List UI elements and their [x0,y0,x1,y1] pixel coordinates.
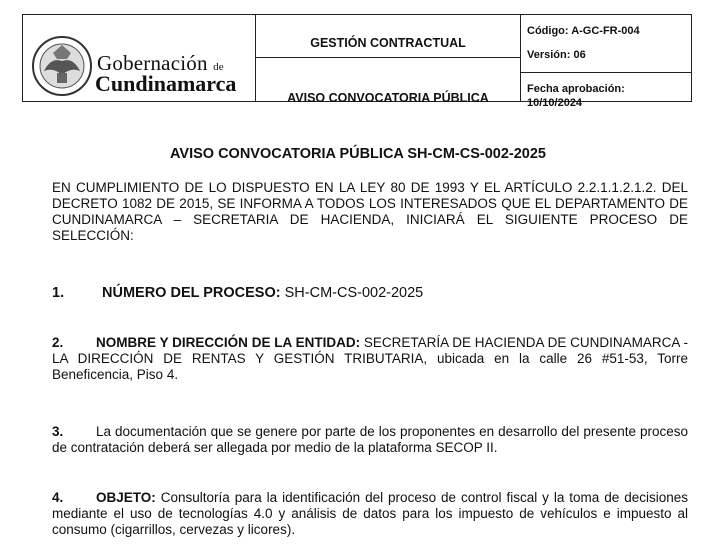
section-3 [52,424,688,456]
code-version-cell [521,15,691,73]
section-2 [52,335,688,383]
approval-date-cell [521,73,691,109]
process-type-cell [256,15,521,58]
document-header-table [22,14,692,109]
section-label: NÚMERO DEL PROCESO: [102,285,281,301]
logo-cell [23,15,256,101]
section-number: 3. [52,424,64,439]
seal-logo-icon [31,35,93,97]
section-text: SECRETARÍA DE HACIENDA DE CUNDINAMARCA - LA DIRECCIÓN DE RENTAS Y GESTIÓN TRIBUTARIA, ubicada en la calle 26 #51-53, Torre Beneficencia, Piso 4. [52,335,688,382]
section-text: SH-CM-CS-002-2025 [280,285,424,301]
section-4 [52,490,688,538]
section-text: La documentación que se genere por parte de los proponentes en desarrollo del presente proceso de contratación deberá ser allegada por medio de la plataforma SECOP II. [52,424,688,455]
document-title: AVISO CONVOCATORIA PÚBLICA SH-CM-CS-002-2025 [170,146,546,162]
document-type-cell [256,58,521,105]
codigo-label: Código: A-GC-FR-004 [527,25,640,37]
section-number: 4. [52,490,64,505]
org-name-line2: Cundinamarca [95,71,237,96]
section-number: 2. [52,335,64,350]
fecha-value: 10/10/2024 [527,97,583,109]
fecha-label: Fecha aprobación: [527,83,625,95]
process-type-label: GESTIÓN CONTRACTUAL [310,36,466,50]
section-text: Consultoría para la identificación del proceso de control fiscal y la toma de decisiones mediante el uso de tecnologías 4.0 y análisis de datos para los impuesto de vehículos e impuesto al consumo (cigarrillos, cervezas y licores). [52,490,688,537]
document-type-label: AVISO CONVOCATORIA PÚBLICA [287,91,489,105]
section-1 [52,285,423,301]
section-label: NOMBRE Y DIRECCIÓN DE LA ENTIDAD: [96,335,361,350]
version-label: Versión: 06 [527,49,586,61]
section-number: 1. [52,285,65,301]
intro-paragraph: EN CUMPLIMIENTO DE LO DISPUESTO EN LA LEY 80 DE 1993 Y EL ARTÍCULO 2.2.1.1.2.1.2. DEL DECRETO 1082 DE 2015, SE INFORMA A TODOS LOS INTERESADOS QUE EL DEPARTAMENTO DE CUNDINAMARCA – SECRETARIA DE HACIENDA, INICIARÁ EL SIGUIENTE PROCESO DE SELECCIÓN: [52,180,688,243]
org-name-line1: Gobernación de [97,51,224,75]
section-label: OBJETO: [96,490,156,505]
